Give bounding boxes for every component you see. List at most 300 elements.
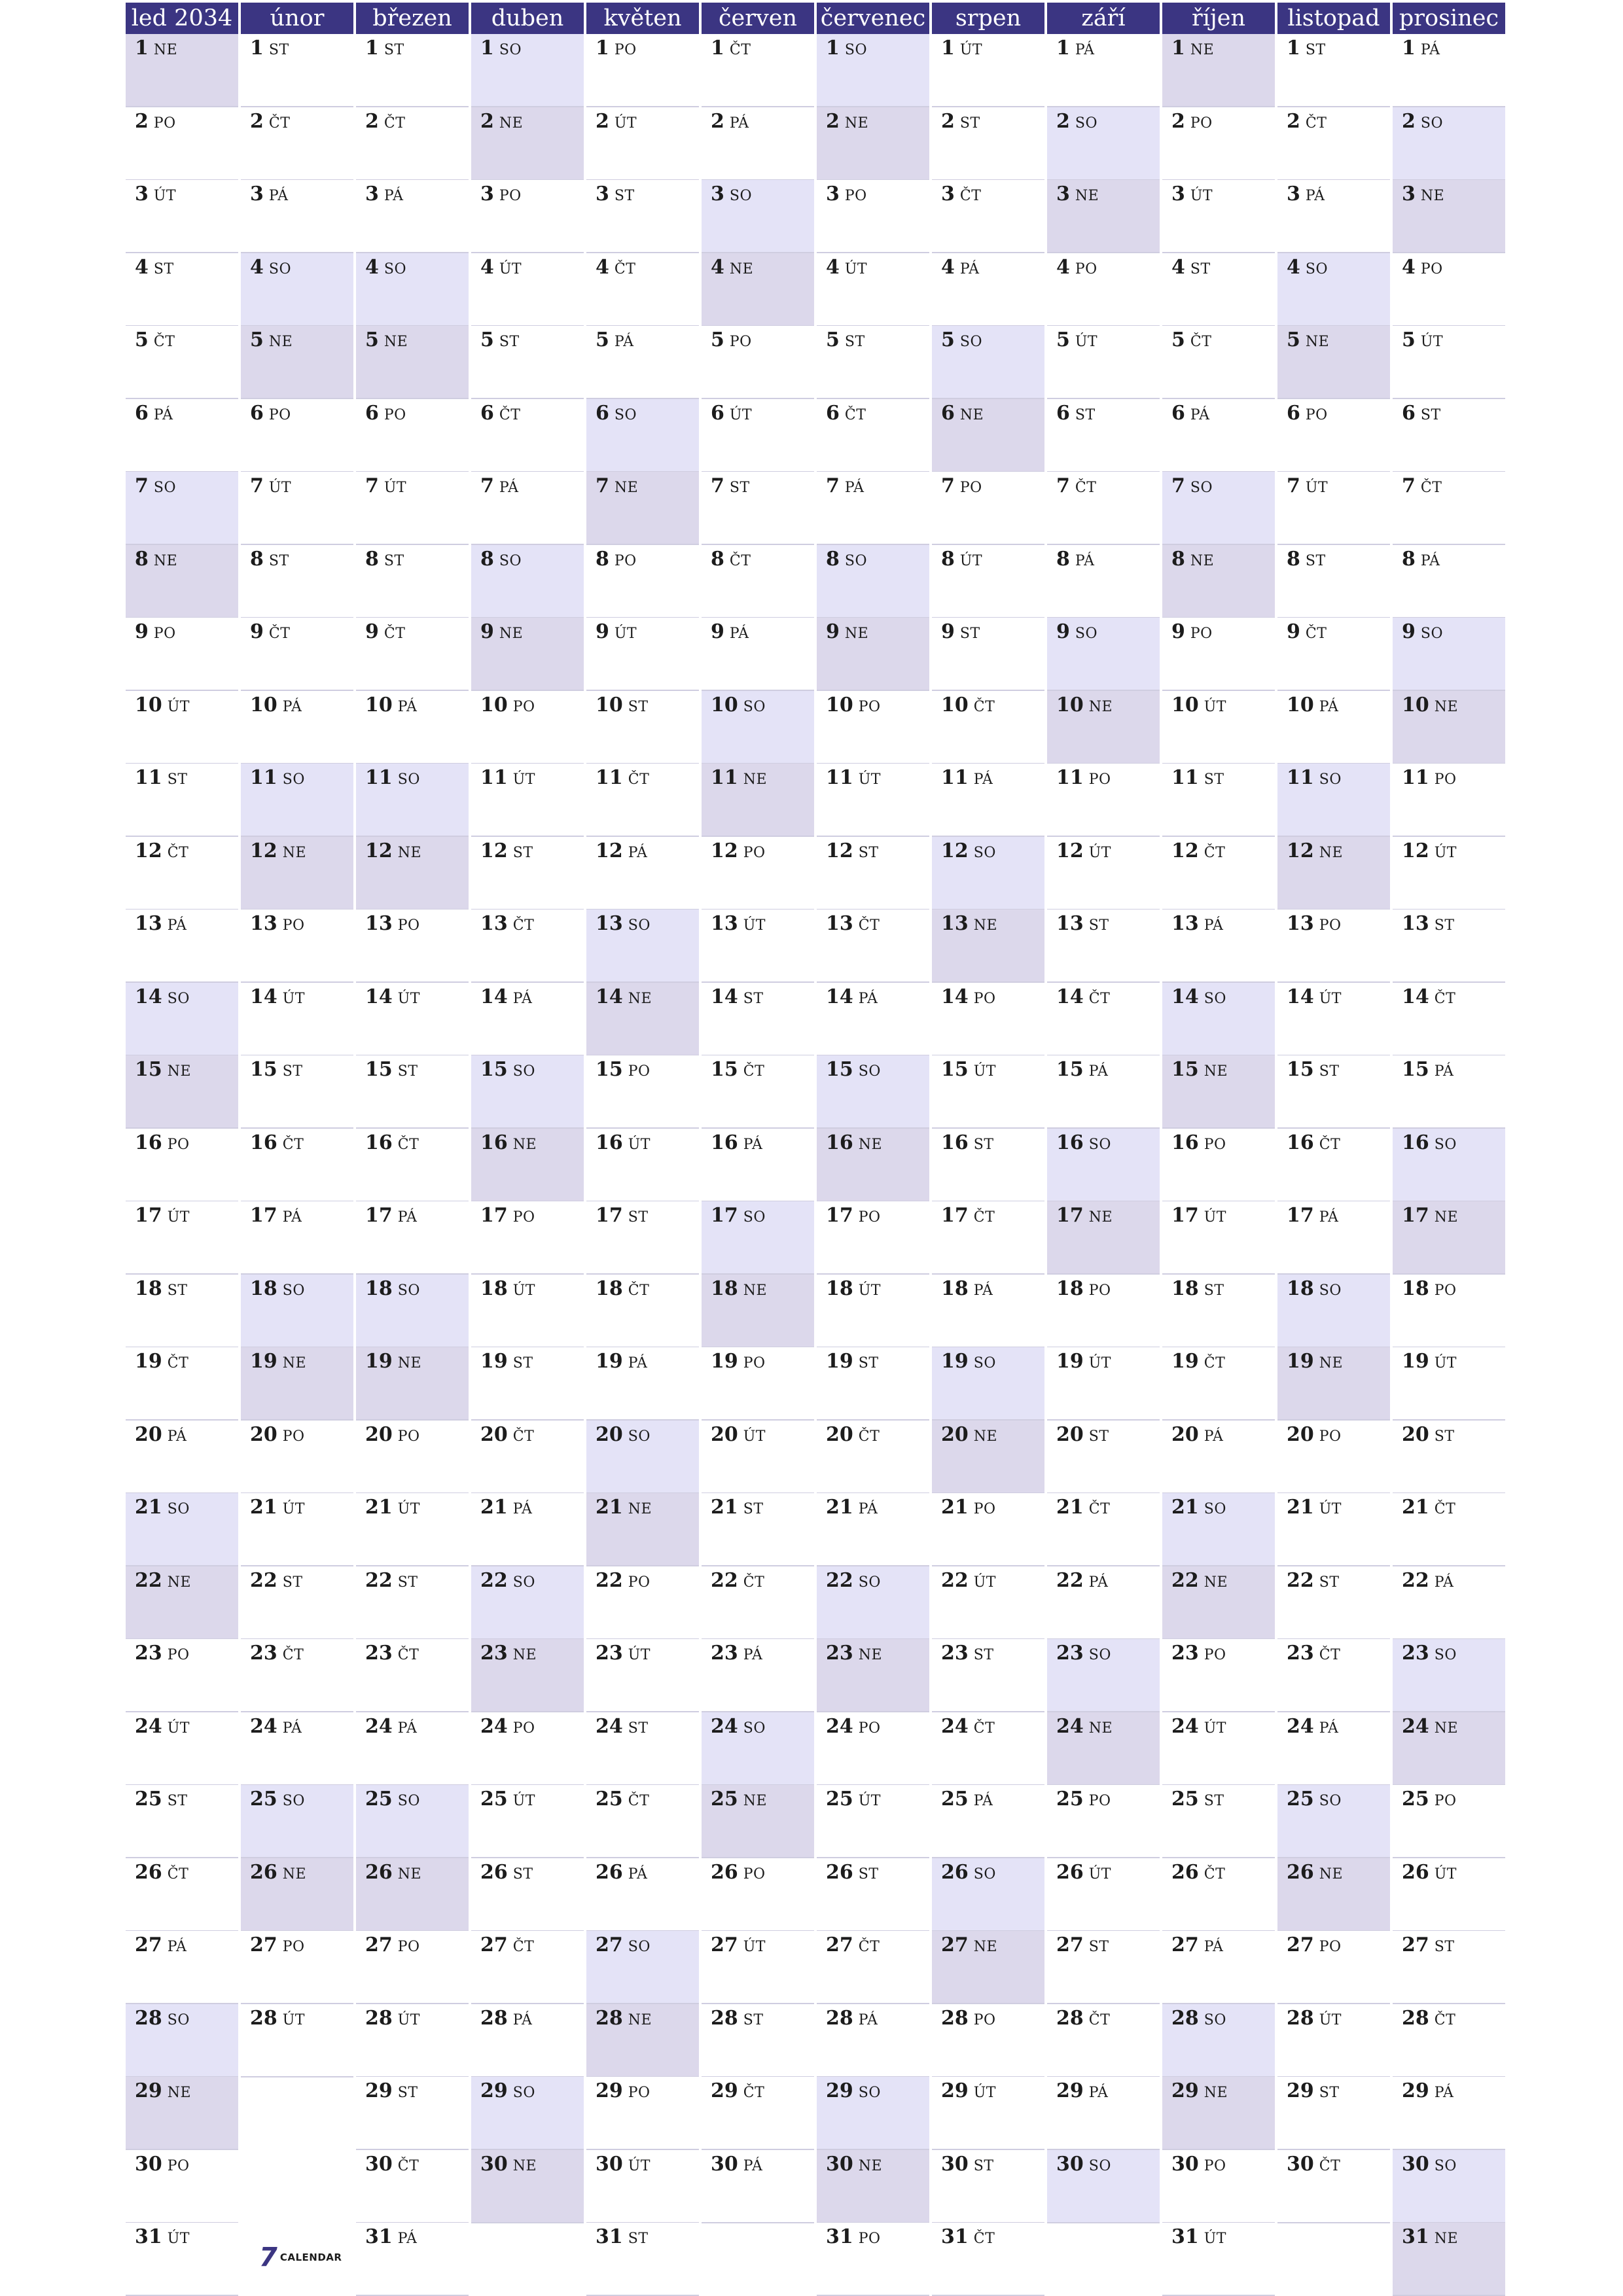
day-cell bbox=[126, 1858, 238, 1932]
day-cell bbox=[1047, 34, 1160, 107]
day-cell bbox=[932, 107, 1044, 181]
day-cell bbox=[817, 34, 929, 107]
day-cell bbox=[126, 326, 238, 399]
day-cell bbox=[1393, 399, 1505, 472]
day-cell bbox=[932, 1785, 1044, 1858]
day-cell bbox=[1162, 1275, 1275, 1348]
day-number: 8 ST bbox=[250, 547, 289, 571]
month-header: duben bbox=[471, 3, 584, 34]
weekday-label: ČT bbox=[1305, 626, 1327, 642]
day-cell bbox=[1047, 2004, 1160, 2077]
weekday-label: ČT bbox=[1319, 2157, 1341, 2174]
day-cell bbox=[817, 2150, 929, 2223]
day-cell bbox=[241, 837, 353, 910]
day-cell bbox=[356, 2223, 469, 2296]
weekday-label: ÚT bbox=[973, 1574, 996, 1591]
weekday-label: PÁ bbox=[743, 1136, 763, 1153]
day-number: 21 ÚT bbox=[365, 1496, 420, 1519]
day-number: 19 NE bbox=[365, 1350, 422, 1373]
day-cell bbox=[126, 180, 238, 253]
day-cell bbox=[817, 1858, 929, 1932]
weekday-label: ÚT bbox=[1319, 1501, 1342, 1517]
weekday-label: NE bbox=[628, 990, 652, 1007]
day-cell bbox=[1277, 837, 1390, 910]
day-cell bbox=[241, 983, 353, 1056]
day-cell bbox=[702, 399, 814, 472]
day-number: 27 ČT bbox=[826, 1934, 880, 1956]
day-number: 11 PÁ bbox=[941, 766, 993, 789]
day-cell bbox=[1047, 1639, 1160, 1712]
weekday-label: NE bbox=[282, 844, 307, 861]
day-cell bbox=[241, 1129, 353, 1202]
weekday-label: NE bbox=[858, 1647, 883, 1663]
day-cell bbox=[586, 2223, 699, 2296]
weekday-label: PO bbox=[1088, 1793, 1111, 1809]
day-number: 1 SO bbox=[480, 37, 522, 60]
day-number: 22 SO bbox=[826, 1568, 881, 1592]
day-number: 28 ČT bbox=[1402, 2006, 1456, 2030]
weekday-label: PO bbox=[628, 1063, 651, 1080]
day-cell bbox=[1162, 2150, 1275, 2223]
day-cell bbox=[241, 1421, 353, 1494]
weekday-label: NE bbox=[167, 2085, 192, 2101]
weekday-label: ČT bbox=[959, 188, 982, 204]
weekday-label: ST bbox=[743, 1501, 764, 1517]
weekday-label: PO bbox=[858, 1209, 881, 1226]
weekday-label: ČT bbox=[1204, 1865, 1226, 1882]
day-cell bbox=[1162, 691, 1275, 764]
day-cell bbox=[126, 1639, 238, 1712]
weekday-label: ČT bbox=[628, 1282, 650, 1299]
day-cell bbox=[126, 1712, 238, 1786]
day-number: 27 PO bbox=[1287, 1934, 1342, 1956]
weekday-label: ČT bbox=[729, 552, 751, 569]
weekday-label: PO bbox=[973, 990, 996, 1007]
day-cell bbox=[1393, 1493, 1505, 1566]
day-cell bbox=[817, 983, 929, 1056]
day-cell bbox=[1162, 1347, 1275, 1421]
day-number: 30 SO bbox=[1056, 2152, 1111, 2176]
weekday-label: PO bbox=[614, 552, 637, 569]
day-cell bbox=[1277, 2004, 1390, 2077]
day-cell bbox=[1393, 618, 1505, 691]
weekday-label: PO bbox=[397, 1939, 420, 1955]
weekday-label: ST bbox=[383, 552, 404, 569]
day-cell bbox=[1162, 910, 1275, 983]
day-number: 5 ČT bbox=[135, 328, 175, 351]
weekday-label: SO bbox=[153, 480, 176, 496]
day-number: 4 ÚT bbox=[480, 255, 522, 279]
weekday-label: ST bbox=[512, 844, 533, 861]
day-number: 29 ÚT bbox=[941, 2079, 996, 2102]
day-number: 30 ČT bbox=[365, 2152, 419, 2176]
day-number: 3 ČT bbox=[941, 183, 982, 205]
day-number: 4 PO bbox=[1056, 255, 1097, 279]
weekday-label: PÁ bbox=[1434, 1063, 1454, 1080]
day-cell bbox=[586, 1129, 699, 1202]
day-cell bbox=[817, 2077, 929, 2150]
day-cell bbox=[702, 1129, 814, 1202]
weekday-label: PÁ bbox=[167, 1428, 187, 1445]
weekday-label: NE bbox=[1204, 1063, 1228, 1080]
day-number: 19 PÁ bbox=[596, 1350, 648, 1373]
day-cell bbox=[356, 2077, 469, 2150]
day-cell bbox=[1277, 34, 1390, 107]
day-number: 7 PÁ bbox=[826, 474, 865, 497]
day-cell bbox=[586, 1493, 699, 1566]
day-number: 8 NE bbox=[1171, 547, 1215, 571]
weekday-label: ČT bbox=[1088, 990, 1111, 1007]
day-number: 17 PO bbox=[826, 1204, 881, 1227]
day-cell bbox=[1047, 910, 1160, 983]
weekday-label: PO bbox=[512, 1209, 535, 1226]
day-cell bbox=[1277, 1712, 1390, 1786]
day-cell bbox=[1047, 472, 1160, 545]
weekday-label: ÚT bbox=[1088, 1355, 1111, 1371]
day-number: 24 SO bbox=[711, 1714, 766, 1738]
day-number: 11 ST bbox=[1171, 766, 1224, 789]
day-cell bbox=[817, 1201, 929, 1275]
day-cell bbox=[241, 326, 353, 399]
weekday-label: SO bbox=[743, 1720, 766, 1737]
day-number: 10 NE bbox=[1402, 693, 1459, 716]
day-number: 31 PO bbox=[826, 2225, 881, 2248]
day-cell bbox=[817, 1785, 929, 1858]
day-cell bbox=[1162, 1785, 1275, 1858]
day-number: 17 PÁ bbox=[365, 1204, 418, 1227]
day-cell bbox=[1393, 2150, 1505, 2223]
day-number: 25 PO bbox=[1402, 1788, 1457, 1810]
day-number: 13 ST bbox=[1402, 912, 1455, 935]
day-cell bbox=[1277, 1493, 1390, 1566]
weekday-label: PO bbox=[1434, 771, 1457, 788]
day-number: 30 ČT bbox=[1287, 2152, 1341, 2176]
day-cell bbox=[471, 107, 584, 181]
day-cell bbox=[817, 691, 929, 764]
day-number: 4 PO bbox=[1402, 255, 1443, 279]
day-number: 21 PÁ bbox=[480, 1496, 533, 1519]
day-number: 21 ÚT bbox=[250, 1496, 305, 1519]
weekday-label: ST bbox=[1434, 1428, 1455, 1445]
day-cell bbox=[932, 1493, 1044, 1566]
weekday-label: ST bbox=[858, 1355, 879, 1371]
weekday-label: PÁ bbox=[858, 2011, 878, 2028]
day-number: 2 ST bbox=[941, 109, 980, 133]
day-cell bbox=[126, 2004, 238, 2077]
weekday-label: ÚT bbox=[1088, 844, 1111, 861]
day-number: 10 ST bbox=[596, 693, 649, 716]
day-number: 17 ÚT bbox=[135, 1204, 190, 1227]
day-cell bbox=[356, 545, 469, 618]
weekday-label: PO bbox=[729, 334, 752, 350]
weekday-label: ČT bbox=[844, 406, 866, 423]
weekday-label: ST bbox=[614, 188, 635, 204]
weekday-label: NE bbox=[1204, 1574, 1228, 1591]
weekday-label: NE bbox=[268, 334, 293, 350]
day-number: 5 NE bbox=[365, 328, 408, 351]
day-number: 16 ÚT bbox=[596, 1131, 651, 1154]
weekday-label: ČT bbox=[397, 1136, 419, 1153]
weekday-label: ST bbox=[973, 2157, 994, 2174]
day-number: 22 ST bbox=[250, 1568, 303, 1592]
weekday-label: PO bbox=[153, 626, 176, 642]
weekday-label: PO bbox=[1075, 260, 1097, 277]
day-cell bbox=[586, 1931, 699, 2004]
weekday-label: NE bbox=[397, 844, 422, 861]
weekday-label: PÁ bbox=[1204, 917, 1224, 934]
day-number: 2 PO bbox=[1171, 109, 1213, 133]
weekday-label: NE bbox=[959, 406, 984, 423]
weekday-label: ST bbox=[268, 42, 289, 58]
day-number: 14 ÚT bbox=[365, 985, 420, 1008]
day-number: 25 NE bbox=[711, 1788, 768, 1810]
day-cell bbox=[817, 472, 929, 545]
day-cell bbox=[1047, 983, 1160, 1056]
day-cell bbox=[932, 1931, 1044, 2004]
day-number: 12 ÚT bbox=[1402, 839, 1457, 862]
day-number: 16 ČT bbox=[250, 1131, 304, 1154]
weekday-label: PÁ bbox=[858, 990, 878, 1007]
day-cell bbox=[702, 618, 814, 691]
day-cell bbox=[126, 1201, 238, 1275]
day-cell bbox=[241, 691, 353, 764]
day-cell bbox=[702, 253, 814, 327]
weekday-label: NE bbox=[512, 1136, 537, 1153]
weekday-label: ČT bbox=[1434, 990, 1456, 1007]
day-number: 1 PO bbox=[596, 37, 637, 60]
weekday-label: PÁ bbox=[1075, 552, 1095, 569]
day-number: 5 PÁ bbox=[596, 328, 634, 351]
day-number: 10 NE bbox=[1056, 693, 1113, 716]
day-cell bbox=[702, 1421, 814, 1494]
day-number: 27 NE bbox=[941, 1934, 998, 1956]
weekday-label: ÚT bbox=[1190, 188, 1213, 204]
day-number: 16 PÁ bbox=[711, 1131, 763, 1154]
day-number: 7 ÚT bbox=[365, 474, 407, 497]
weekday-label: ČT bbox=[973, 1720, 995, 1737]
day-number: 26 ÚT bbox=[1056, 1860, 1111, 1884]
weekday-label: ST bbox=[282, 1063, 303, 1080]
weekday-label: ČT bbox=[729, 42, 751, 58]
day-number: 4 SO bbox=[1287, 255, 1328, 279]
weekday-label: PÁ bbox=[959, 260, 980, 277]
day-number: 7 PÁ bbox=[480, 474, 519, 497]
day-cell bbox=[1047, 180, 1160, 253]
day-number: 19 NE bbox=[250, 1350, 307, 1373]
weekday-label: PÁ bbox=[628, 1355, 648, 1371]
weekday-label: SO bbox=[858, 1063, 881, 1080]
weekday-label: NE bbox=[282, 1865, 307, 1882]
day-cell bbox=[471, 399, 584, 472]
weekday-label: ÚT bbox=[512, 1282, 535, 1299]
day-number: 23 PO bbox=[1171, 1642, 1226, 1665]
weekday-label: PÁ bbox=[973, 1282, 993, 1299]
day-cell bbox=[471, 2004, 584, 2077]
weekday-label: NE bbox=[844, 626, 869, 642]
day-number: 4 SO bbox=[250, 255, 291, 279]
weekday-label: ČT bbox=[628, 771, 650, 788]
day-number: 26 ST bbox=[480, 1860, 533, 1884]
weekday-label: ST bbox=[512, 1865, 533, 1882]
day-cell bbox=[1162, 1421, 1275, 1494]
day-cell bbox=[1393, 1931, 1505, 2004]
day-cell bbox=[1277, 1639, 1390, 1712]
weekday-label: NE bbox=[1319, 844, 1344, 861]
weekday-label: PÁ bbox=[1305, 188, 1325, 204]
month-header: září bbox=[1047, 3, 1160, 34]
day-number: 3 PO bbox=[826, 183, 867, 205]
weekday-label: PO bbox=[397, 917, 420, 934]
day-number: 18 ÚT bbox=[826, 1277, 881, 1300]
day-cell bbox=[1162, 253, 1275, 327]
day-number: 11 ČT bbox=[596, 766, 650, 789]
weekday-label: SO bbox=[1319, 771, 1342, 788]
weekday-label: NE bbox=[153, 552, 178, 569]
day-cell bbox=[586, 545, 699, 618]
day-number: 7 ÚT bbox=[250, 474, 292, 497]
day-number: 20 ČT bbox=[480, 1422, 535, 1446]
weekday-label: ÚT bbox=[153, 188, 177, 204]
month-header: říjen bbox=[1162, 3, 1275, 34]
weekday-label: SO bbox=[858, 2085, 881, 2101]
day-number: 12 NE bbox=[250, 839, 307, 862]
day-cell bbox=[1162, 107, 1275, 181]
weekday-label: ST bbox=[397, 1063, 418, 1080]
day-number: 14 PO bbox=[941, 985, 996, 1008]
day-number: 30 ST bbox=[941, 2152, 994, 2176]
day-cell bbox=[1277, 1055, 1390, 1129]
day-number: 3 NE bbox=[1402, 183, 1445, 205]
weekday-label: PO bbox=[397, 1428, 420, 1445]
day-cell bbox=[1047, 1201, 1160, 1275]
day-number: 29 ST bbox=[1287, 2079, 1340, 2102]
day-number: 9 NE bbox=[826, 620, 869, 643]
day-number: 2 NE bbox=[826, 109, 869, 133]
day-number: 26 ÚT bbox=[1402, 1860, 1457, 1884]
day-number: 14 ČT bbox=[1056, 985, 1111, 1008]
day-cell bbox=[817, 253, 929, 327]
day-cell bbox=[1393, 1275, 1505, 1348]
day-cell bbox=[1047, 253, 1160, 327]
weekday-label: PO bbox=[1319, 1428, 1342, 1445]
day-number: 23 ČT bbox=[250, 1642, 304, 1665]
day-number: 18 NE bbox=[711, 1277, 768, 1300]
day-cell bbox=[932, 472, 1044, 545]
day-number: 3 ÚT bbox=[135, 183, 177, 205]
day-cell bbox=[932, 1275, 1044, 1348]
day-number: 26 ST bbox=[826, 1860, 879, 1884]
day-number: 18 ST bbox=[1171, 1277, 1224, 1300]
weekday-label: ST bbox=[1088, 1428, 1109, 1445]
weekday-label: SO bbox=[397, 1793, 420, 1809]
day-number: 30 ÚT bbox=[596, 2152, 651, 2176]
day-number: 6 PO bbox=[1287, 401, 1328, 425]
weekday-label: ST bbox=[153, 260, 174, 277]
weekday-label: SO bbox=[268, 260, 291, 277]
day-number: 23 ÚT bbox=[596, 1642, 651, 1665]
day-number: 28 ÚT bbox=[250, 2006, 305, 2030]
day-number: 22 SO bbox=[480, 1568, 535, 1592]
day-number: 20 PÁ bbox=[135, 1422, 187, 1446]
weekday-label: PO bbox=[973, 2011, 996, 2028]
weekday-label: ÚT bbox=[1319, 2011, 1342, 2028]
day-cell bbox=[1047, 618, 1160, 691]
weekday-label: SO bbox=[743, 698, 766, 715]
weekday-label: PÁ bbox=[729, 626, 749, 642]
weekday-label: PÁ bbox=[1204, 1428, 1224, 1445]
day-number: 22 ST bbox=[1287, 1568, 1340, 1592]
day-number: 10 PÁ bbox=[250, 693, 302, 716]
day-number: 14 ÚT bbox=[250, 985, 305, 1008]
day-cell bbox=[1393, 326, 1505, 399]
day-cell bbox=[241, 910, 353, 983]
day-number: 5 ČT bbox=[1171, 328, 1212, 351]
day-cell bbox=[126, 472, 238, 545]
day-number: 13 ÚT bbox=[711, 912, 766, 935]
weekday-label: ÚT bbox=[1204, 1720, 1226, 1737]
day-cell bbox=[932, 2077, 1044, 2150]
day-cell bbox=[817, 2223, 929, 2296]
weekday-label: ST bbox=[512, 1355, 533, 1371]
day-cell bbox=[126, 34, 238, 107]
day-number: 6 PÁ bbox=[1171, 401, 1210, 425]
weekday-label: ST bbox=[1204, 1282, 1224, 1299]
weekday-label: NE bbox=[1190, 42, 1215, 58]
day-number: 13 PO bbox=[365, 912, 420, 935]
day-cell bbox=[1277, 1129, 1390, 1202]
day-number: 4 ST bbox=[135, 255, 174, 279]
weekday-label: ČT bbox=[743, 1063, 765, 1080]
day-cell bbox=[1393, 253, 1505, 327]
day-number: 4 PÁ bbox=[941, 255, 980, 279]
weekday-label: ÚT bbox=[743, 1428, 766, 1445]
weekday-label: PO bbox=[858, 698, 881, 715]
day-number: 20 ČT bbox=[826, 1422, 880, 1446]
day-cell bbox=[1162, 399, 1275, 472]
calendar-logo bbox=[259, 2244, 342, 2270]
day-cell bbox=[702, 1201, 814, 1275]
day-number: 21 SO bbox=[1171, 1496, 1226, 1519]
day-cell bbox=[1162, 2004, 1275, 2077]
weekday-label: PO bbox=[1305, 406, 1328, 423]
weekday-label: ÚT bbox=[167, 1209, 190, 1226]
day-cell bbox=[817, 1129, 929, 1202]
day-number: 15 NE bbox=[1171, 1058, 1228, 1081]
day-cell bbox=[586, 107, 699, 181]
weekday-label: SO bbox=[1434, 2157, 1457, 2174]
weekday-label: ST bbox=[1319, 1574, 1340, 1591]
day-number: 12 ST bbox=[826, 839, 879, 862]
weekday-label: ÚT bbox=[959, 42, 983, 58]
day-number: 11 ST bbox=[135, 766, 188, 789]
weekday-label: PÁ bbox=[628, 844, 648, 861]
day-number: 27 SO bbox=[596, 1934, 651, 1956]
day-cell bbox=[126, 2150, 238, 2223]
weekday-label: ST bbox=[1305, 552, 1326, 569]
weekday-label: ST bbox=[628, 698, 649, 715]
weekday-label: SO bbox=[1075, 115, 1097, 132]
day-cell bbox=[126, 2077, 238, 2150]
weekday-label: SO bbox=[1204, 1501, 1226, 1517]
day-number: 26 PO bbox=[711, 1860, 766, 1884]
day-cell bbox=[1277, 983, 1390, 1056]
day-number: 5 SO bbox=[941, 328, 982, 351]
weekday-label: ČT bbox=[1305, 115, 1327, 132]
weekday-label: ÚT bbox=[1434, 844, 1457, 861]
day-number: 17 PO bbox=[480, 1204, 535, 1227]
day-cell bbox=[932, 180, 1044, 253]
weekday-label: SO bbox=[1319, 1282, 1342, 1299]
